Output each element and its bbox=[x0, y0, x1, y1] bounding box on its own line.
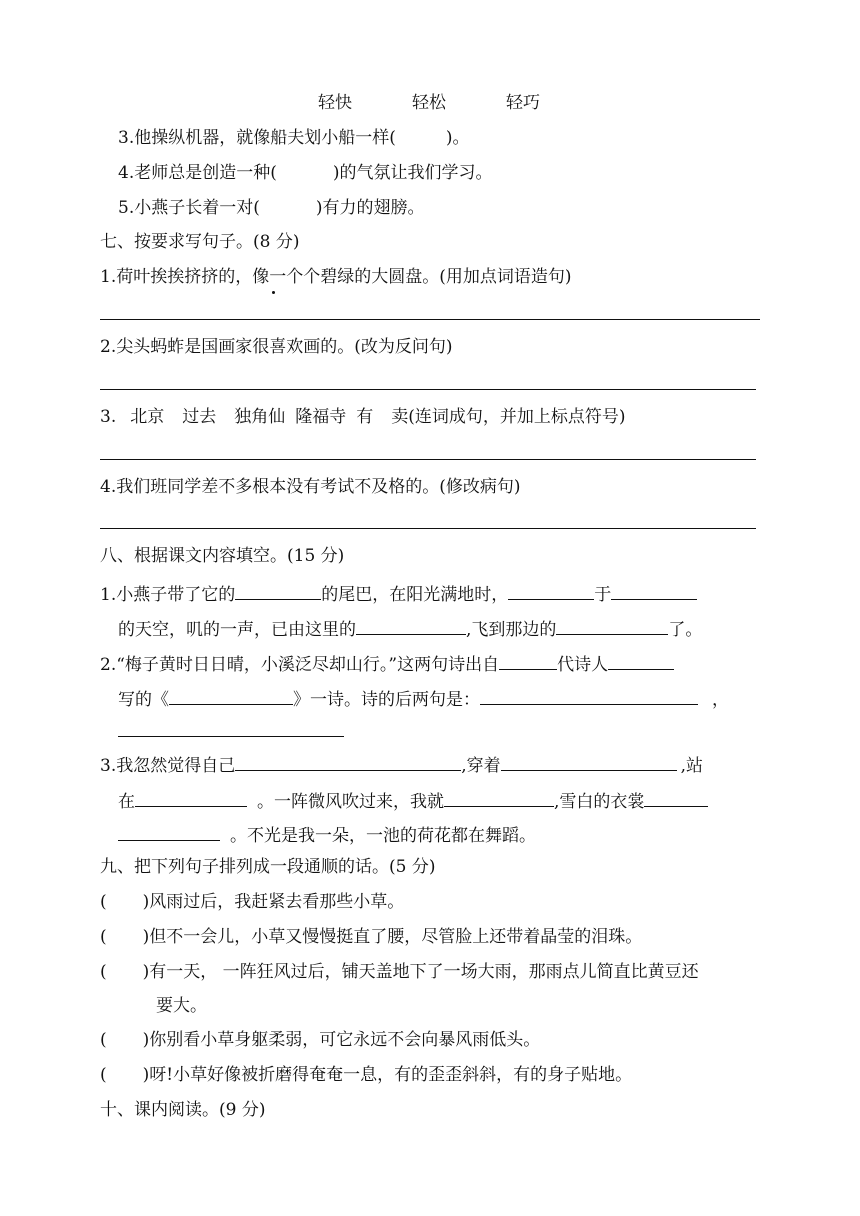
order-paren-close[interactable]: ) bbox=[142, 962, 150, 982]
sec9-sentence: 但不一会儿，小草又慢慢挺直了腰，尽管脸上还带着晶莹的泪珠。 bbox=[149, 927, 643, 947]
fill-blank[interactable] bbox=[508, 581, 594, 600]
word-option-2: 轻松 bbox=[412, 93, 446, 113]
sec9-item bbox=[100, 961, 699, 983]
fill-blank[interactable] bbox=[118, 822, 220, 841]
sec7-q1-answer-line[interactable] bbox=[100, 319, 760, 320]
sec8-text: ,站 bbox=[680, 756, 704, 776]
sec6-item-4-pre: 4.老师总是创造一种( bbox=[118, 163, 277, 183]
sec8-text: 》一诗。诗的后两句是： bbox=[293, 690, 480, 710]
sec8-q2-answer-line[interactable] bbox=[118, 736, 344, 737]
sec7-q3-word: 北京 bbox=[130, 407, 165, 427]
sec6-item-4-post: )的气氛让我们学习。 bbox=[332, 163, 493, 183]
sec8-text: 代诗人 bbox=[557, 655, 609, 675]
sec7-q2-answer-line[interactable] bbox=[100, 389, 756, 390]
sec9-item bbox=[100, 1064, 632, 1086]
fill-blank[interactable] bbox=[501, 752, 677, 771]
order-paren-close[interactable]: ) bbox=[142, 892, 150, 912]
sec8-text: ,飞到那边的 bbox=[466, 620, 557, 640]
sec7-q3 bbox=[100, 406, 626, 428]
word-option-3: 轻巧 bbox=[506, 93, 540, 113]
section-7-title: 七、按要求写句子。(8 分) bbox=[100, 232, 300, 252]
sec9-sentence: 呀!小草好像被折磨得奄奄一息，有的歪歪斜斜，有的身子贴地。 bbox=[149, 1065, 633, 1085]
fill-blank[interactable] bbox=[169, 686, 293, 705]
fill-blank[interactable] bbox=[235, 581, 321, 600]
sec8-text: 于 bbox=[594, 585, 612, 605]
sec9-item bbox=[100, 1029, 540, 1051]
sec6-item-3-post: )。 bbox=[445, 128, 470, 148]
order-paren-close[interactable]: ) bbox=[142, 1065, 150, 1085]
sec8-text: 在 bbox=[118, 792, 135, 812]
fill-blank[interactable] bbox=[356, 616, 466, 635]
emphasis-dot bbox=[272, 291, 275, 294]
sec8-text: 了。 bbox=[668, 620, 703, 640]
fill-blank[interactable] bbox=[611, 581, 697, 600]
word-option-1: 轻快 bbox=[318, 93, 352, 113]
sec7-q3-word: 隆福寺 bbox=[295, 407, 347, 427]
sec7-q3-number: 3. bbox=[100, 407, 117, 427]
sec7-q2: 2.尖头蚂蚱是国画家很喜欢画的。(改为反问句) bbox=[100, 337, 453, 357]
sec7-q3-word: 卖(连词成句，并加上标点符号) bbox=[391, 407, 626, 427]
section-8-title: 八、根据课文内容填空。(15 分) bbox=[100, 546, 345, 566]
fill-blank[interactable] bbox=[608, 651, 674, 670]
sec6-item-5-post: )有力的翅膀。 bbox=[315, 198, 425, 218]
sec9-item-continuation: 要大。 bbox=[156, 996, 207, 1016]
order-paren-open[interactable]: ( bbox=[100, 1065, 107, 1085]
sec8-text: ,穿着 bbox=[461, 756, 501, 776]
fill-blank[interactable] bbox=[444, 788, 554, 807]
order-paren-close[interactable]: ) bbox=[142, 927, 150, 947]
sec8-text: 写的《 bbox=[118, 690, 169, 710]
fill-blank[interactable] bbox=[644, 788, 708, 807]
section-9-title: 九、把下列句子排列成一段通顺的话。(5 分) bbox=[100, 857, 436, 877]
fill-blank[interactable] bbox=[480, 686, 698, 705]
sec8-q1-line2 bbox=[118, 616, 702, 641]
sec8-text: 3.我忽然觉得自己 bbox=[100, 756, 236, 776]
sec7-q3-word: 过去 bbox=[182, 407, 217, 427]
sec6-item-3 bbox=[118, 127, 470, 149]
sec8-q1-line1 bbox=[100, 581, 697, 606]
order-paren-open[interactable]: ( bbox=[100, 927, 107, 947]
sec7-q3-word: 独角仙 bbox=[234, 407, 286, 427]
sec8-q2-line2 bbox=[118, 686, 729, 711]
sec8-q2-line1 bbox=[100, 651, 674, 676]
sec7-q4-answer-line[interactable] bbox=[100, 528, 756, 529]
sec8-q3-line3 bbox=[118, 822, 536, 847]
sec8-text: 2.“梅子黄时日日晴，小溪泛尽却山行。”这两句诗出自 bbox=[100, 655, 500, 675]
sec8-text: 的尾巴，在阳光满地时， bbox=[321, 585, 509, 605]
order-paren-open[interactable]: ( bbox=[100, 1030, 107, 1050]
order-paren-close[interactable]: ) bbox=[142, 1030, 150, 1050]
sec8-text: 。一阵微风吹过来，我就 bbox=[257, 792, 444, 812]
fill-blank[interactable] bbox=[499, 651, 557, 670]
fill-blank[interactable] bbox=[135, 788, 247, 807]
sec7-q3-word: 有 bbox=[356, 407, 374, 427]
fill-blank[interactable] bbox=[235, 752, 461, 771]
sec6-item-3-pre: 3.他操纵机器，就像船夫划小船一样( bbox=[118, 128, 396, 148]
sec9-sentence: 有一天， 一阵狂风过后，铺天盖地下了一场大雨，那雨点儿简直比黄豆还 bbox=[149, 962, 699, 982]
fill-blank[interactable] bbox=[556, 616, 668, 635]
sec9-item bbox=[100, 926, 642, 948]
sec6-item-4 bbox=[118, 162, 493, 184]
sec7-q3-answer-line[interactable] bbox=[100, 459, 756, 460]
sec8-text: ,雪白的衣裳 bbox=[554, 792, 645, 812]
sec8-text: 。不光是我一朵，一池的荷花都在舞蹈。 bbox=[230, 826, 536, 846]
sec8-text: 的天空，叽的一声，已由这里的 bbox=[118, 620, 356, 640]
section-10-title: 十、课内阅读。(9 分) bbox=[100, 1100, 266, 1120]
sec6-item-5-pre: 5.小燕子长着一对( bbox=[118, 198, 260, 218]
sec8-q3-line2 bbox=[118, 788, 708, 813]
sec9-sentence: 风雨过后，我赶紧去看那些小草。 bbox=[149, 892, 405, 912]
sec8-text: 1.小燕子带了它的 bbox=[100, 585, 236, 605]
sec8-text: ， bbox=[712, 690, 729, 710]
sec8-q3-line1 bbox=[100, 752, 703, 777]
sec6-item-5 bbox=[118, 197, 425, 219]
sec7-q4: 4.我们班同学差不多根本没有考试不及格的。(修改病句) bbox=[100, 477, 521, 497]
sec9-sentence: 你别看小草身躯柔弱，可它永远不会向暴风雨低头。 bbox=[149, 1030, 541, 1050]
sec7-q1: 1.荷叶挨挨挤挤的，像一个个碧绿的大圆盘。(用加点词语造句) bbox=[100, 267, 572, 287]
order-paren-open[interactable]: ( bbox=[100, 892, 107, 912]
sec9-item bbox=[100, 891, 404, 913]
order-paren-open[interactable]: ( bbox=[100, 962, 107, 982]
